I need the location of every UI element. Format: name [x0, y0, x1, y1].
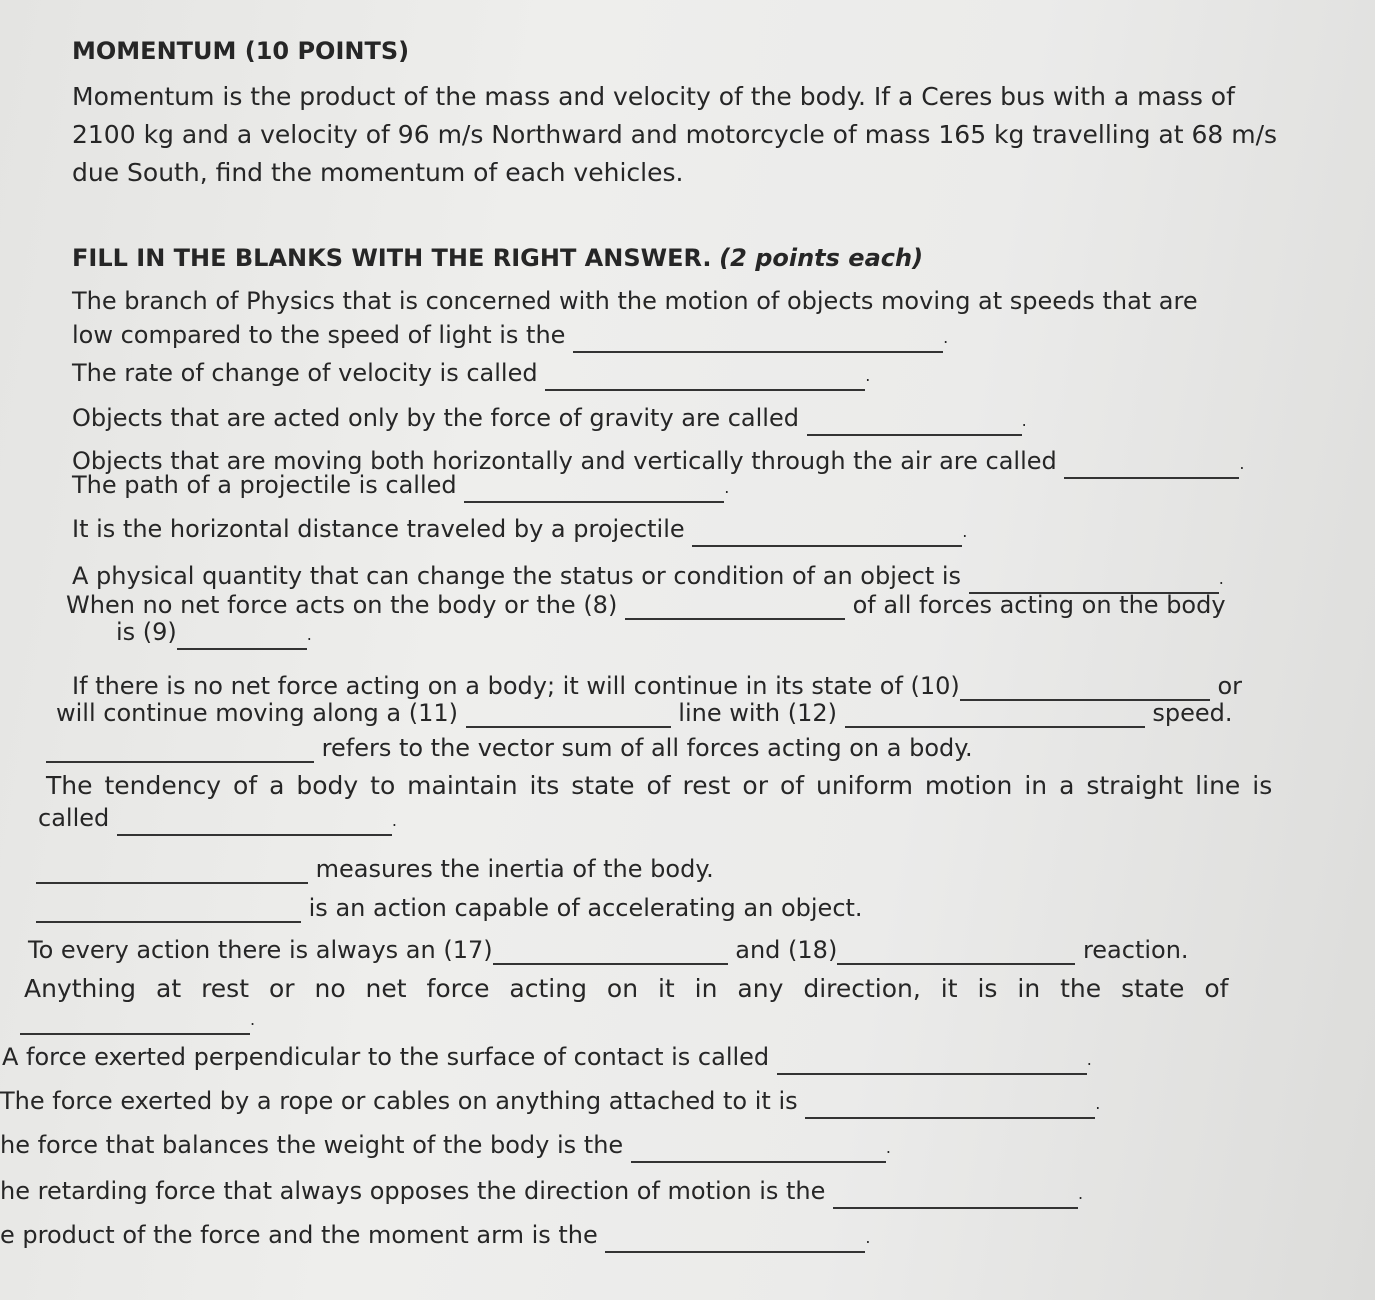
blank-item-16-text: is an action capable of accelerating an object. [308, 894, 863, 922]
answer-blank-14[interactable] [117, 812, 392, 836]
period: . [1218, 569, 1224, 588]
answer-blank-12[interactable] [845, 704, 1145, 728]
blank-item-13-text: refers to the vector sum of all forces acting on a body. [321, 734, 973, 762]
fill-blanks-heading-row [72, 243, 923, 273]
period: . [962, 522, 968, 541]
answer-blank-8[interactable] [625, 596, 845, 620]
answer-blank-23[interactable] [833, 1185, 1078, 1209]
fill-blanks-heading: FILL IN THE BLANKS WITH THE RIGHT ANSWER. [72, 244, 712, 272]
blank-item-14-line-1: The tendency of a body to maintain its state of rest or of uniform motion in a straight line is [46, 771, 1273, 800]
period: . [1078, 1184, 1084, 1203]
blank-item-5 [72, 470, 729, 503]
answer-blank-17[interactable] [493, 941, 728, 965]
blank-item-18-text: and (18) [735, 936, 838, 964]
blank-item-2-text: The rate of change of velocity is called [72, 359, 538, 387]
blank-item-6 [72, 514, 967, 547]
period: . [1086, 1050, 1092, 1069]
blank-item-22 [0, 1130, 891, 1163]
blank-item-22-text: he force that balances the weight of the body is the [0, 1131, 624, 1159]
period: . [943, 328, 949, 347]
blank-item-5-text: The path of a projectile is called [72, 471, 457, 499]
blank-item-24-text: e product of the force and the moment arm is the [0, 1221, 598, 1249]
blank-item-11-12 [56, 698, 1232, 728]
momentum-heading: MOMENTUM (10 POINTS) [72, 37, 410, 65]
blank-item-1-text: low compared to the speed of light is the [72, 321, 566, 349]
blank-item-17-18 [28, 935, 1189, 965]
blank-item-9-text: is (9) [116, 618, 177, 646]
answer-blank-2[interactable] [545, 367, 865, 391]
answer-blank-1[interactable] [573, 329, 943, 353]
answer-blank-20[interactable] [777, 1051, 1087, 1075]
blank-item-8-text-end: of all forces acting on the body [852, 591, 1226, 619]
blank-item-21-text: The force exerted by a rope or cables on anything attached to it is [0, 1087, 798, 1115]
answer-blank-9[interactable] [177, 626, 307, 650]
blank-item-20-text: A force exerted perpendicular to the surface of contact is called [2, 1043, 770, 1071]
answer-blank-15[interactable] [36, 860, 308, 884]
blank-item-18-reaction: reaction. [1082, 936, 1189, 964]
blank-item-15 [36, 854, 714, 884]
blank-item-8-text: When no net force acts on the body or the (8) [66, 591, 618, 619]
blank-item-4-text: Objects that are moving both horizontally and vertically through the air are called [72, 447, 1057, 475]
answer-blank-22[interactable] [631, 1139, 886, 1163]
period: . [391, 811, 397, 830]
period: . [1095, 1094, 1101, 1113]
blank-item-14-text: called [38, 804, 110, 832]
blank-item-6-text: It is the horizontal distance traveled by a projectile [72, 515, 685, 543]
period: . [250, 1010, 256, 1029]
period: . [724, 478, 730, 497]
blank-item-1-line-2 [72, 320, 948, 353]
answer-blank-19[interactable] [20, 1011, 250, 1035]
fill-blanks-points: (2 points each) [719, 244, 924, 272]
blank-item-8 [66, 590, 1226, 620]
blank-item-20 [2, 1042, 1092, 1075]
blank-item-10-or: or [1217, 672, 1242, 700]
blank-item-13 [46, 733, 973, 763]
answer-blank-4[interactable] [1064, 455, 1239, 479]
answer-blank-21[interactable] [805, 1095, 1095, 1119]
answer-blank-18[interactable] [837, 941, 1075, 965]
answer-blank-16[interactable] [36, 899, 301, 923]
momentum-problem-line-3: due South, find the momentum of each vehicles. [72, 158, 684, 187]
answer-blank-6[interactable] [692, 523, 962, 547]
answer-blank-11[interactable] [466, 704, 671, 728]
blank-item-12-speed: speed. [1152, 699, 1233, 727]
blank-item-10 [72, 671, 1242, 701]
blank-item-11-text: will continue moving along a (11) [56, 699, 458, 727]
period: . [865, 1228, 871, 1247]
period: . [865, 366, 871, 385]
blank-item-2 [72, 358, 870, 391]
period: . [885, 1138, 891, 1157]
period: . [1239, 454, 1245, 473]
blank-item-24 [0, 1220, 871, 1253]
blank-item-19-line-1: Anything at rest or no net force acting on it in any direction, it is in the state of [24, 974, 1229, 1003]
blank-item-12-text: line with (12) [678, 699, 838, 727]
blank-item-3 [72, 403, 1027, 436]
blank-item-21 [0, 1086, 1100, 1119]
period: . [1021, 411, 1027, 430]
answer-blank-5[interactable] [464, 479, 724, 503]
answer-blank-3[interactable] [807, 412, 1022, 436]
blank-item-15-text: measures the inertia of the body. [315, 855, 714, 883]
blank-item-1-line-1: The branch of Physics that is concerned with the motion of objects moving at speeds that are [72, 287, 1198, 315]
blank-item-14-line-2 [38, 803, 397, 836]
blank-item-7-text: A physical quantity that can change the status or condition of an object is [72, 562, 962, 590]
blank-item-10-text: If there is no net force acting on a body; it will continue in its state of (10) [72, 672, 960, 700]
momentum-problem-line-2: 2100 kg and a velocity of 96 m/s Northward and motorcycle of mass 165 kg travelling at 68 m/s [72, 120, 1278, 149]
blank-item-23 [0, 1176, 1083, 1209]
blank-item-19-line-2 [20, 1002, 255, 1035]
momentum-problem-line-1: Momentum is the product of the mass and velocity of the body. If a Ceres bus with a mass of [72, 82, 1235, 111]
answer-blank-13[interactable] [46, 739, 314, 763]
answer-blank-24[interactable] [605, 1229, 865, 1253]
blank-item-23-text: he retarding force that always opposes the direction of motion is the [0, 1177, 826, 1205]
blank-item-3-text: Objects that are acted only by the force of gravity are called [72, 404, 799, 432]
period: . [306, 625, 312, 644]
blank-item-17-text: To every action there is always an (17) [28, 936, 493, 964]
blank-item-9 [116, 617, 312, 650]
blank-item-16 [36, 893, 863, 923]
